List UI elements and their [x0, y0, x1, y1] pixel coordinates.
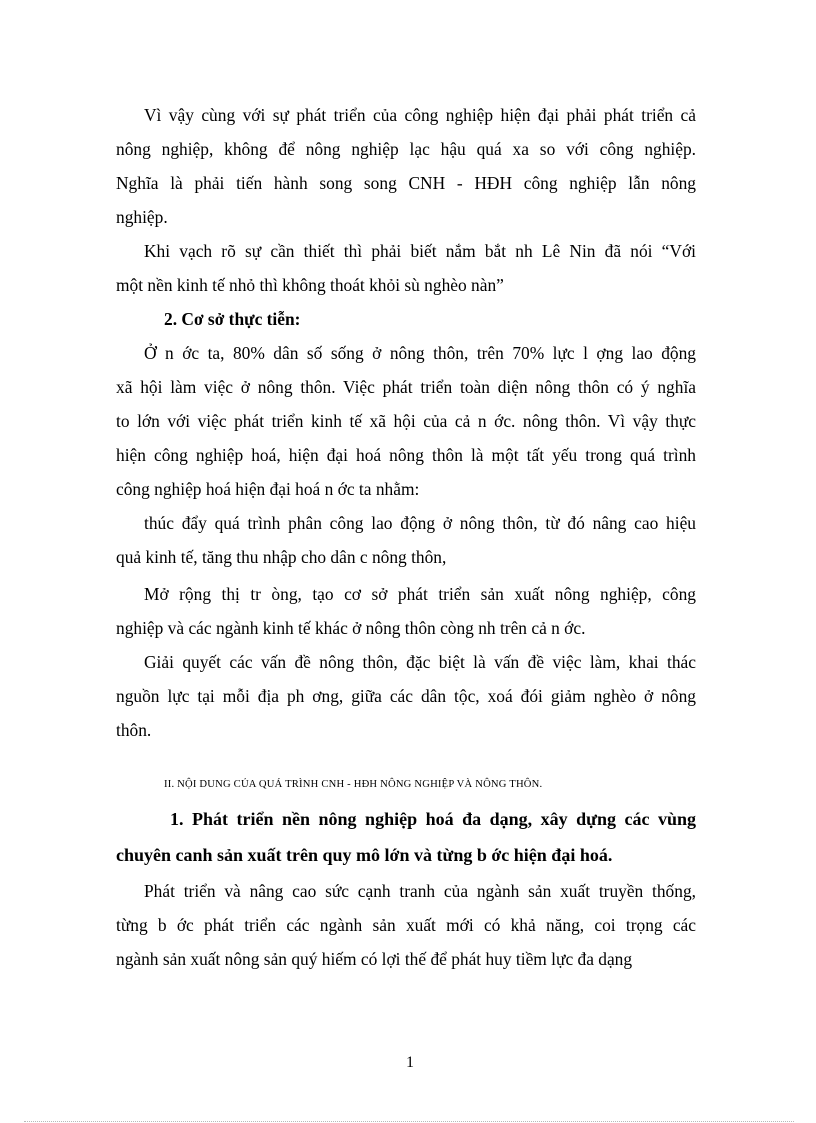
paragraph-1-line-3: Nghĩa là phải tiến hành song song CNH - HĐH công nghiệp lẫn nông [116, 173, 696, 193]
paragraph-1-line-1: Vì vậy cùng với sự phát triển của công nghiệp hiện đại phải phát triển cả [144, 105, 696, 125]
paragraph-3-line-5: công nghiệp hoá hiện đại hoá n ớc ta nhằm: [116, 479, 420, 499]
section-heading-ii: II. NỘI DUNG CỦA QUÁ TRÌNH CNH - HĐH NÔNG NGHIỆP VÀ NÔNG THÔN. [164, 779, 543, 790]
paragraph-5-line-2: nghiệp và các ngành kinh tế khác ở nông thôn còng nh trên cả n ớc. [116, 618, 586, 638]
paragraph-7-line-2: từng b ớc phát triển các ngành sản xuất mới có khả năng, coi trọng các [116, 915, 696, 935]
paragraph-6-line-3: thôn. [116, 720, 152, 740]
paragraph-2-line-1: Khi vạch rõ sự cần thiết thì phải biết nắm bắt nh Lê Nin đã nói “Với [144, 241, 696, 261]
paragraph-4-line-2: quả kinh tế, tăng thu nhập cho dân c nông thôn, [116, 547, 447, 567]
paragraph-6-line-2: nguồn lực tại mỗi địa ph ơng, giữa các dân tộc, xoá đói giảm nghèo ở nông [116, 686, 696, 706]
paragraph-3-line-3: to lớn với việc phát triển kinh tế xã hội của cả n ớc. nông thôn. Vì vậy thực [116, 411, 696, 431]
paragraph-1-line-2: nông nghiệp, không để nông nghiệp lạc hậu quá xa so với công nghiệp. [116, 139, 696, 159]
subsection-heading-line-1: 1. Phát triển nền nông nghiệp hoá đa dạng, xây dựng các vùng [170, 809, 696, 829]
paragraph-1-line-4: nghiệp. [116, 207, 168, 227]
paragraph-3-line-2: xã hội làm việc ở nông thôn. Việc phát triển toàn diện nông thôn có ý nghĩa [116, 377, 696, 397]
page-number: 1 [406, 1054, 414, 1071]
heading-co-so-thuc-tien: 2. Cơ sở thực tiễn: [164, 309, 301, 329]
paragraph-7-line-3: ngành sản xuất nông sản quý hiếm có lợi thế để phát huy tiềm lực đa dạng [116, 949, 633, 969]
paragraph-2-line-2: một nền kinh tế nhỏ thì không thoát khỏi sù nghèo nàn” [116, 275, 504, 295]
footer-divider [24, 1121, 794, 1122]
paragraph-3-line-4: hiện công nghiệp hoá, hiện đại hoá nông thôn là một tất yếu trong quá trình [116, 445, 696, 465]
paragraph-6-line-1: Giải quyết các vấn đề nông thôn, đặc biệt là vấn đề việc làm, khai thác [144, 652, 696, 672]
paragraph-5-line-1: Mở rộng thị tr òng, tạo cơ sở phát triển sản xuất nông nghiệp, công [144, 584, 696, 604]
subsection-heading-line-2: chuyên canh sản xuất trên quy mô lớn và từng b ớc hiện đại hoá. [116, 845, 613, 865]
paragraph-7-line-1: Phát triển và nâng cao sức cạnh tranh của ngành sản xuất truyền thống, [144, 881, 696, 901]
paragraph-3-line-1: Ở n ớc ta, 80% dân số sống ở nông thôn, trên 70% lực l ợng lao động [144, 343, 696, 363]
paragraph-4-line-1: thúc đẩy quá trình phân công lao động ở nông thôn, từ đó nâng cao hiệu [144, 513, 696, 533]
